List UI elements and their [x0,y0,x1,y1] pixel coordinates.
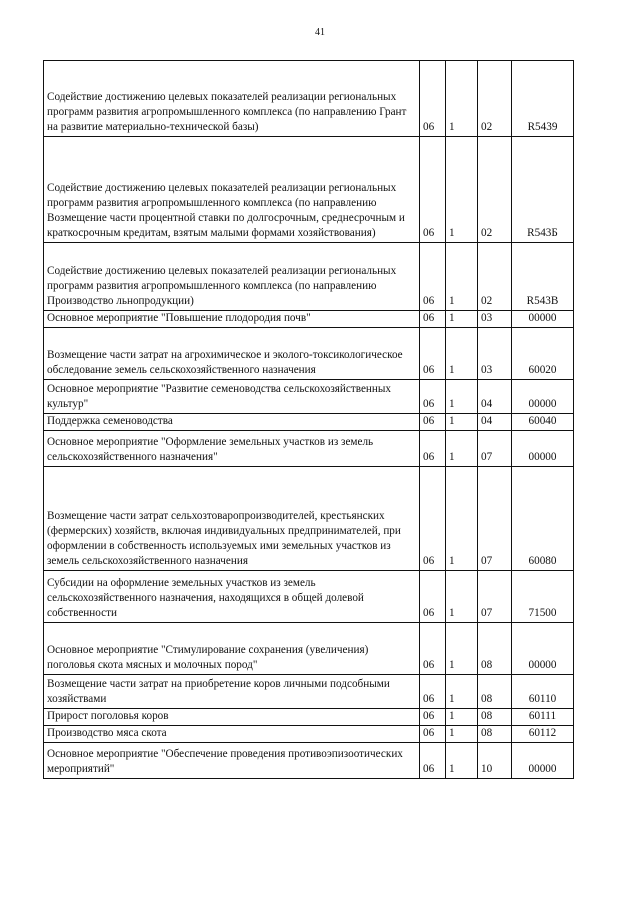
row-name-cell: Возмещение части затрат на приобретение коров личными подсобными хозяйствами [44,675,420,709]
row-name-cell: Основное мероприятие "Стимулирование сохранения (увеличения) поголовья скота мясных и молочных пород" [44,623,420,675]
section-code-cell: 06 [420,709,446,726]
subprogram-code-cell: 07 [478,467,512,571]
table-row [44,431,574,467]
program-code-cell: 1 [446,743,478,779]
direction-code-cell: R543В [512,243,574,311]
program-code-cell: 1 [446,61,478,137]
section-code-cell: 06 [420,726,446,743]
program-code-cell: 1 [446,726,478,743]
table-row [44,467,574,571]
table-row [44,380,574,414]
section-code-cell: 06 [420,311,446,328]
row-name-cell: Субсидии на оформление земельных участков из земель сельскохозяйственного назначения, находящихся в общей долевой собственности [44,571,420,623]
row-name-cell: Производство мяса скота [44,726,420,743]
section-code-cell: 06 [420,571,446,623]
section-code-cell: 06 [420,61,446,137]
section-code-cell: 06 [420,243,446,311]
table-row [44,571,574,623]
direction-code-cell: 71500 [512,571,574,623]
table-row [44,743,574,779]
direction-code-cell: 00000 [512,431,574,467]
row-name-cell: Основное мероприятие "Обеспечение проведения противоэпизоотических мероприятий" [44,743,420,779]
direction-code-cell: R5439 [512,61,574,137]
table-row [44,328,574,380]
table-row [44,61,574,137]
table-row [44,137,574,243]
subprogram-code-cell: 08 [478,709,512,726]
row-name-cell: Основное мероприятие "Оформление земельных участков из земель сельскохозяйственного назначения" [44,431,420,467]
budget-classification-table [43,60,574,779]
direction-code-cell: 60040 [512,414,574,431]
program-code-cell: 1 [446,675,478,709]
program-code-cell: 1 [446,571,478,623]
table-row [44,311,574,328]
program-code-cell: 1 [446,380,478,414]
section-code-cell: 06 [420,467,446,571]
subprogram-code-cell: 02 [478,243,512,311]
row-name-cell: Содействие достижению целевых показателей реализации региональных программ развития агропромышленного комплекса (по направлению Грант на развитие материально-технической базы) [44,61,420,137]
program-code-cell: 1 [446,328,478,380]
table-row [44,243,574,311]
subprogram-code-cell: 07 [478,431,512,467]
row-name-cell: Основное мероприятие "Повышение плодородия почв" [44,311,420,328]
section-code-cell: 06 [420,743,446,779]
subprogram-code-cell: 08 [478,726,512,743]
direction-code-cell: 00000 [512,380,574,414]
direction-code-cell: 00000 [512,623,574,675]
direction-code-cell: R543Б [512,137,574,243]
subprogram-code-cell: 04 [478,414,512,431]
subprogram-code-cell: 08 [478,675,512,709]
table-row [44,726,574,743]
row-name-cell: Возмещение части затрат на агрохимическое и эколого-токсикологическое обследование земель сельскохозяйственного назначения [44,328,420,380]
row-name-cell: Возмещение части затрат сельхозтоваропроизводителей, крестьянских (фермерских) хозяйств, включая индивидуальных предпринимателей, при оформлении в собственность используемых ими земельных участков из земель сельскохозяйственного назначения [44,467,420,571]
program-code-cell: 1 [446,623,478,675]
subprogram-code-cell: 10 [478,743,512,779]
subprogram-code-cell: 03 [478,311,512,328]
subprogram-code-cell: 07 [478,571,512,623]
row-name-cell: Содействие достижению целевых показателей реализации региональных программ развития агропромышленного комплекса (по направлению Возмещение части процентной ставки по долгосрочным, среднесрочным и краткосрочным кредитам, взятым малыми формами хозяйствования) [44,137,420,243]
section-code-cell: 06 [420,431,446,467]
section-code-cell: 06 [420,137,446,243]
subprogram-code-cell: 02 [478,137,512,243]
row-name-cell: Поддержка семеноводства [44,414,420,431]
row-name-cell: Прирост поголовья коров [44,709,420,726]
program-code-cell: 1 [446,467,478,571]
subprogram-code-cell: 03 [478,328,512,380]
section-code-cell: 06 [420,328,446,380]
program-code-cell: 1 [446,709,478,726]
section-code-cell: 06 [420,623,446,675]
direction-code-cell: 60080 [512,467,574,571]
direction-code-cell: 60111 [512,709,574,726]
section-code-cell: 06 [420,675,446,709]
page-number: 41 [315,27,325,38]
direction-code-cell: 00000 [512,311,574,328]
row-name-cell: Основное мероприятие "Развитие семеноводства сельскохозяйственных культур" [44,380,420,414]
section-code-cell: 06 [420,414,446,431]
program-code-cell: 1 [446,311,478,328]
program-code-cell: 1 [446,414,478,431]
table-row [44,709,574,726]
table-row [44,414,574,431]
program-code-cell: 1 [446,431,478,467]
row-name-cell: Содействие достижению целевых показателей реализации региональных программ развития агропромышленного комплекса (по направлению Производство льнопродукции) [44,243,420,311]
program-code-cell: 1 [446,243,478,311]
section-code-cell: 06 [420,380,446,414]
subprogram-code-cell: 08 [478,623,512,675]
direction-code-cell: 00000 [512,743,574,779]
subprogram-code-cell: 02 [478,61,512,137]
program-code-cell: 1 [446,137,478,243]
table-row [44,675,574,709]
direction-code-cell: 60112 [512,726,574,743]
direction-code-cell: 60110 [512,675,574,709]
subprogram-code-cell: 04 [478,380,512,414]
direction-code-cell: 60020 [512,328,574,380]
table-row [44,623,574,675]
